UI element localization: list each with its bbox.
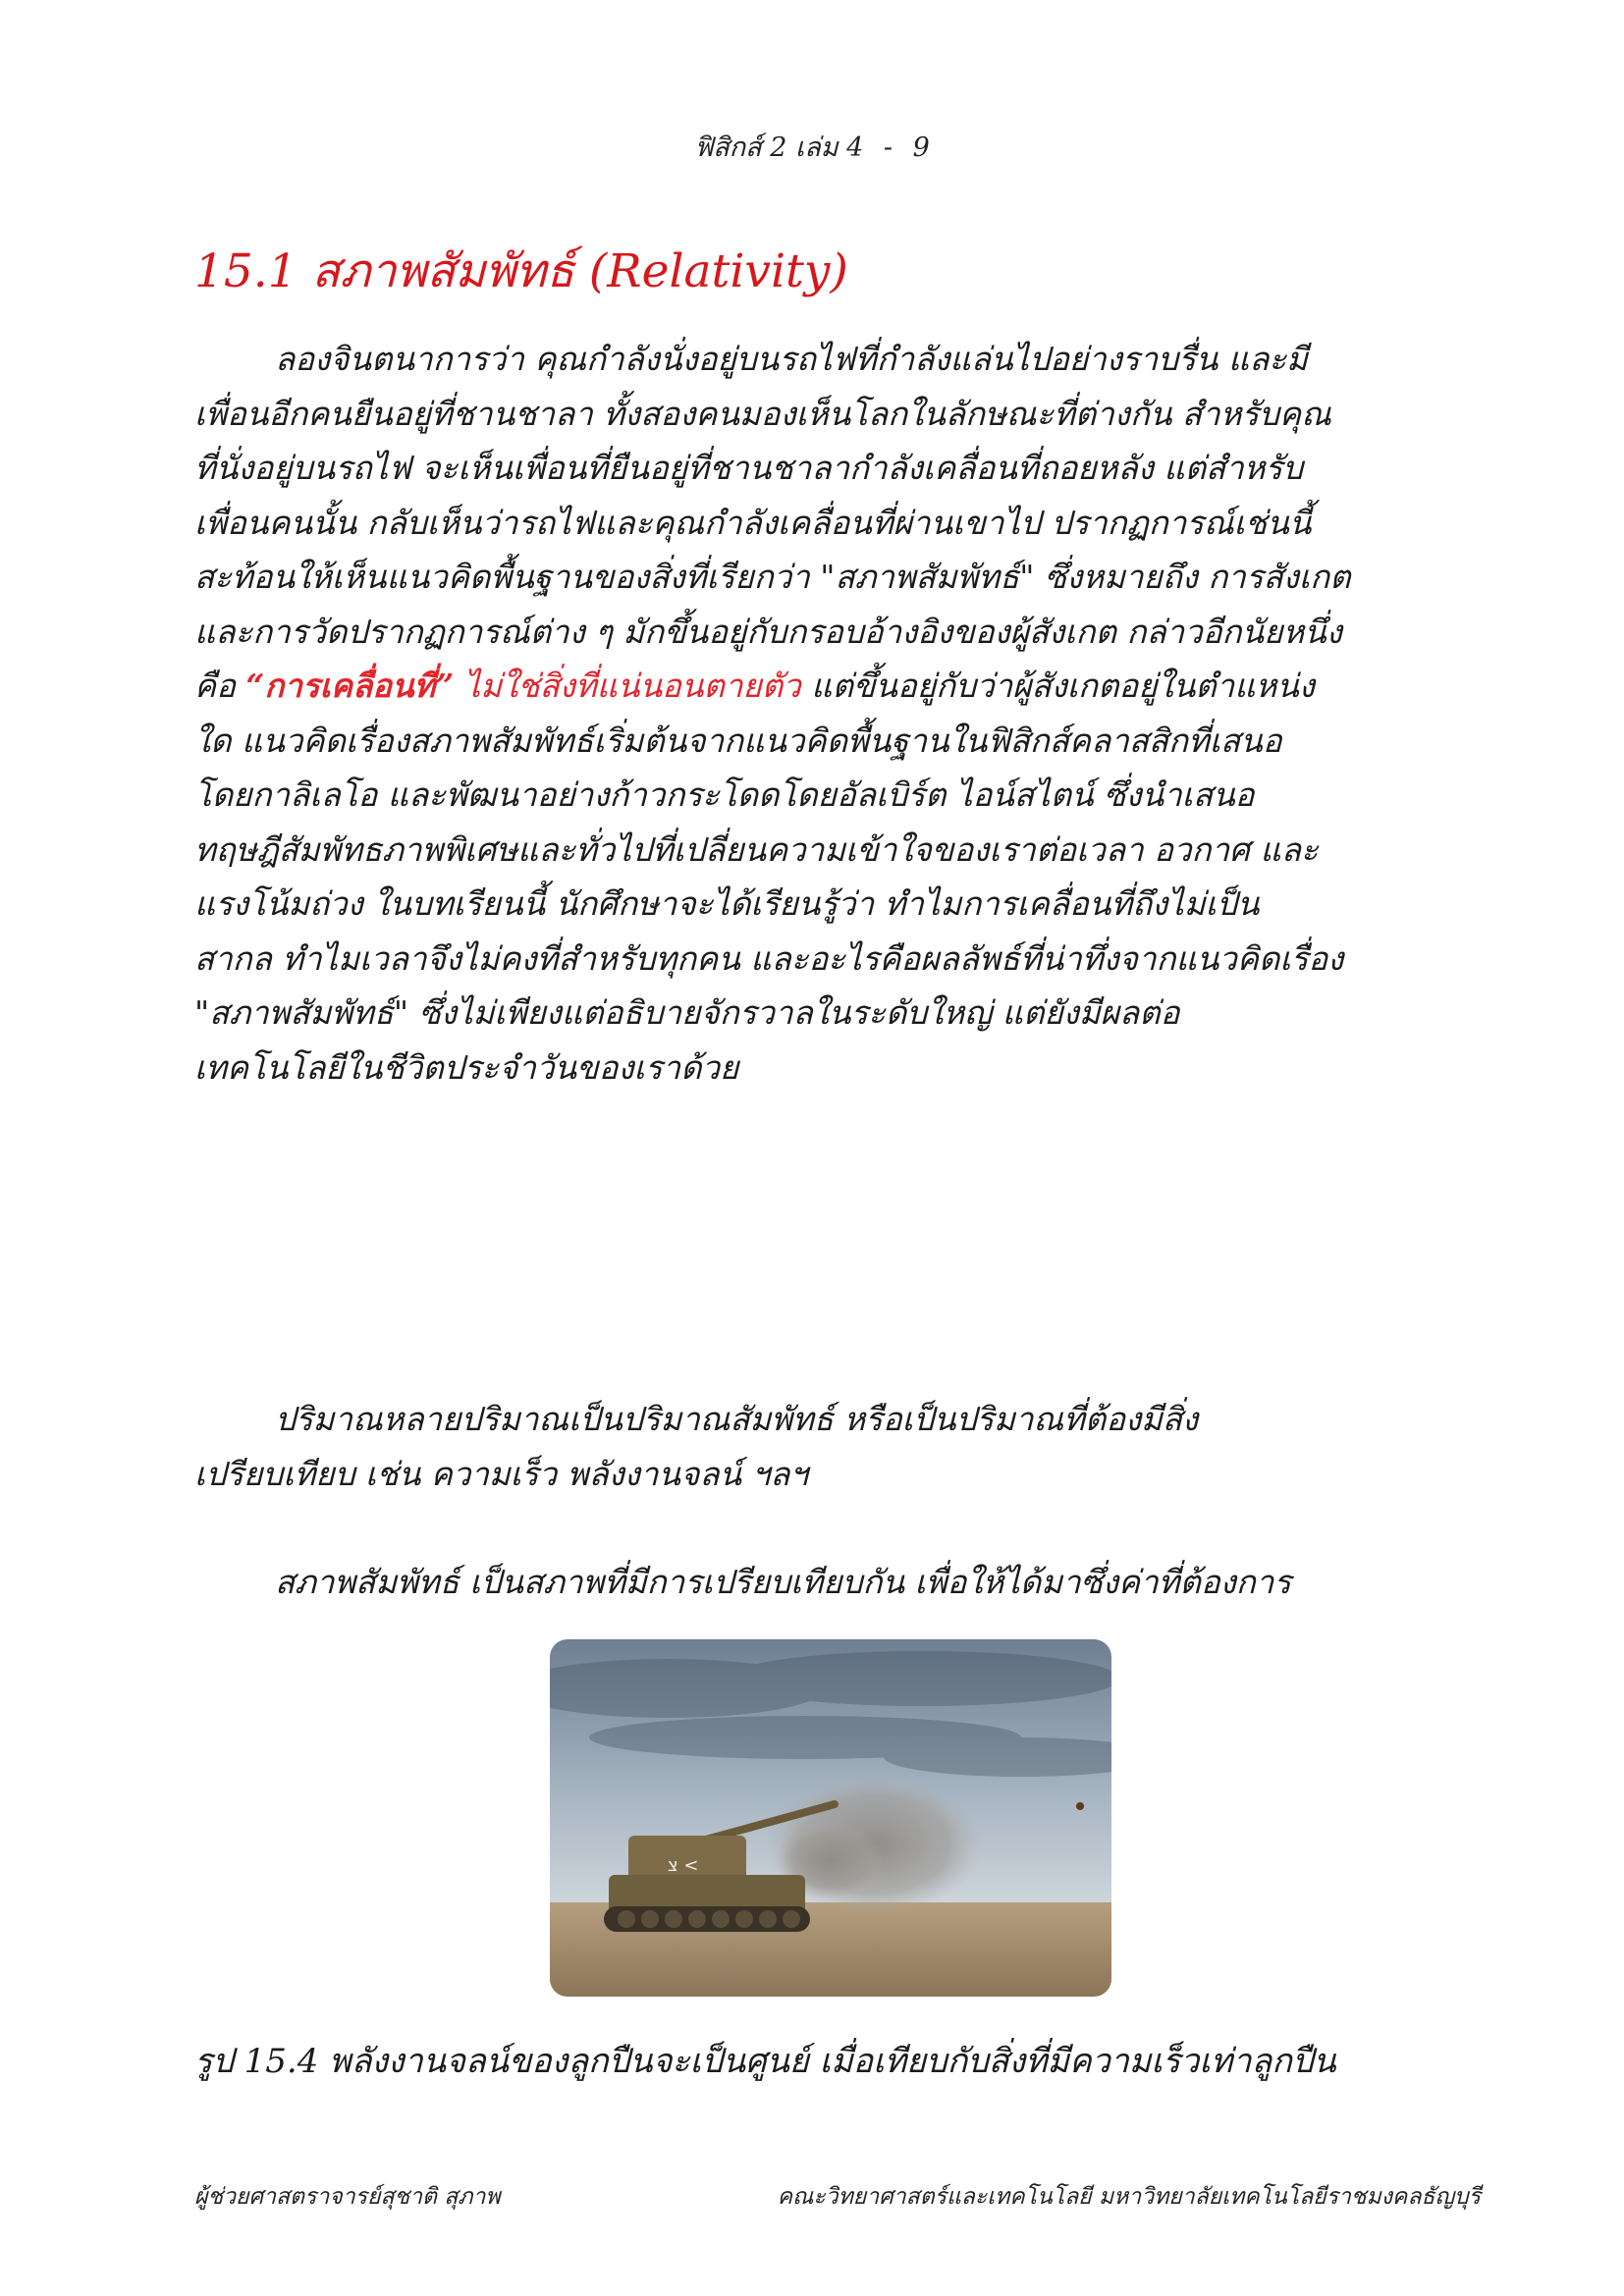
intro-paragraph: [194, 332, 1471, 1095]
section-number: 15.1: [194, 244, 298, 298]
section-heading: [194, 234, 848, 307]
artillery-figure: [550, 1639, 1111, 1997]
relative-quantity-paragraph: [194, 1392, 1471, 1501]
paragraph-line: เปรียบเทียบ เช่น ความเร็ว พลังงานจลน์ ฯลฯ: [194, 1454, 808, 1493]
line-prefix: คือ: [194, 667, 246, 705]
paragraph-line: สากล ทำไมเวลาจึงไม่คงที่สำหรับทุกคน และอะไรคือผลลัพธ์ที่น่าทึ่งจากแนวคิดเรื่อง: [194, 938, 1344, 978]
section-title: สภาพสัมพัทธ์ (Relativity): [311, 244, 848, 298]
footer-faculty: คณะวิทยาศาสตร์และเทคโนโลยี มหาวิทยาลัยเทคโนโลยีราชมงคลธัญบุรี: [777, 2184, 1481, 2210]
paragraph-line: ลองจินตนาการว่า คุณกำลังนั่งอยู่บนรถไฟที่กำลังแล่นไปอย่างราบรื่น และมี: [275, 340, 1308, 378]
tank-marking: צ <: [668, 1855, 699, 1876]
paragraph-line: สะท้อนให้เห็นแนวคิดพื้นฐานของสิ่งที่เรียกว่า "สภาพสัมพัทธ์" ซึ่งหมายถึง การสังเกต: [194, 558, 1351, 596]
page-header: [0, 126, 1624, 168]
paragraph-line: เพื่อนอีกคนยืนอยู่ที่ชานชาลา ทั้งสองคนมองเห็นโลกในลักษณะที่ต่างกัน สำหรับคุณ: [194, 394, 1331, 433]
emphasis-motion: “การเคลื่อนที่”: [245, 667, 455, 705]
footer-author: ผู้ช่วยศาสตราจารย์สุชาติ สุภาพ: [194, 2184, 501, 2210]
line-suffix: แต่ขึ้นอยู่กับว่าผู้สังเกตอยู่ในตำแหน่ง: [800, 667, 1315, 705]
artillery-photo: [550, 1639, 1111, 1997]
book-title: ฟิสิกส์ 2 เล่ม 4: [694, 133, 864, 163]
paragraph-line: ที่นั่งอยู่บนรถไฟ จะเห็นเพื่อนที่ยืนอยู่ที่ชานชาลากำลังเคลื่อนที่ถอยหลัง แต่สำหรับ: [194, 449, 1304, 487]
definition-paragraph: [194, 1555, 1471, 1610]
paragraph-line: เทคโนโลยีในชีวิตประจำวันของเราด้วย: [194, 1047, 739, 1087]
paragraph-line: [194, 659, 1471, 714]
paragraph-line: และการวัดปรากฏการณ์ต่าง ๆ มักขึ้นอยู่กับกรอบอ้างอิงของผู้สังเกต กล่าวอีกนัยหนึ่ง: [194, 612, 1342, 651]
paragraph-line: ปริมาณหลายปริมาณเป็นปริมาณสัมพัทธ์ หรือเป็นปริมาณที่ต้องมีสิ่ง: [275, 1400, 1199, 1438]
paragraph-line: แรงโน้มถ่วง ในบทเรียนนี้ นักศึกษาจะได้เรียนรู้ว่า ทำไมการเคลื่อนที่ถึงไม่เป็น: [194, 884, 1260, 923]
paragraph-line: สภาพสัมพัทธ์ เป็นสภาพที่มีการเปรียบเทียบกัน เพื่อให้ได้มาซึ่งค่าที่ต้องการ: [275, 1563, 1291, 1601]
paragraph-line: "สภาพสัมพัทธ์" ซึ่งไม่เพียงแต่อธิบายจักรวาลในระดับใหญ่ แต่ยังมีผลต่อ: [194, 993, 1180, 1032]
paragraph-line: เพื่อนคนนั้น กลับเห็นว่ารถไฟและคุณกำลังเคลื่อนที่ผ่านเขาไป ปรากฏการณ์เช่นนี้: [194, 503, 1312, 542]
page-number: 9: [912, 133, 930, 163]
paragraph-line: ใด แนวคิดเรื่องสภาพสัมพัทธ์เริ่มต้นจากแนวคิดพื้นฐานในฟิสิกส์คลาสสิกที่เสนอ: [194, 721, 1282, 760]
projectile: [1076, 1802, 1084, 1810]
figure-caption: รูป 15.4 พลังงานจลน์ของลูกปืนจะเป็นศูนย์ เมื่อเทียบกับสิ่งที่มีความเร็วเท่าลูกปืน: [194, 2042, 1336, 2081]
paragraph-line: โดยกาลิเลโอ และพัฒนาอย่างก้าวกระโดดโดยอัลเบิร์ต ไอน์สไตน์ ซึ่งนำเสนอ: [194, 775, 1255, 814]
emphasis-not-absolute: ไม่ใช่สิ่งที่แน่นอนตายตัว: [454, 667, 801, 705]
paragraph-line: ทฤษฎีสัมพัทธภาพพิเศษและทั่วไปที่เปลี่ยนความเข้าใจของเราต่อเวลา อวกาศ และ: [194, 829, 1319, 869]
header-dash: -: [883, 133, 893, 163]
